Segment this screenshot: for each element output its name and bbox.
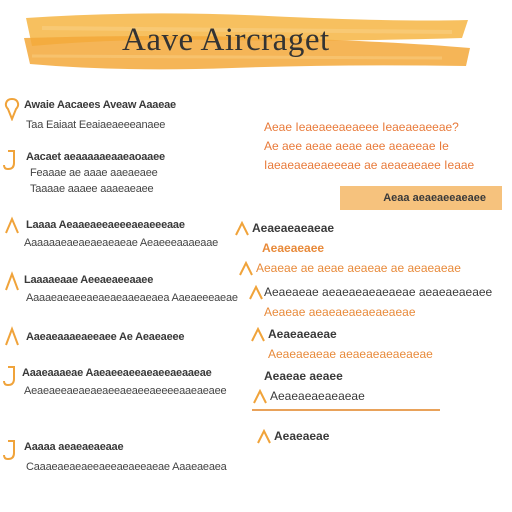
item-heading: Laaaaeaae Aeeaeaeeaaee	[24, 274, 154, 286]
item-heading: Aacaet aeaaaaaeaaeaoaaee	[26, 151, 165, 163]
hook-icon	[2, 363, 22, 387]
section-tab: Aeaa aeaeaeeaeaee	[340, 186, 502, 210]
right-text: Aeaeaeaeae	[268, 327, 337, 341]
arrow-icon	[2, 325, 22, 349]
arrow-icon	[234, 221, 250, 237]
item-text: Taa Eaiaat Eeaiaeaeeeanaee	[26, 119, 166, 131]
arrow-icon	[250, 327, 266, 343]
arrow-icon	[248, 285, 264, 301]
arrow-icon	[2, 215, 22, 239]
hook-icon	[2, 437, 22, 461]
item-text: Caaaeaeaeaeeaeeaeaeeaeae Aaaeaeaea	[26, 461, 227, 473]
item-heading: Aaeaeaaaeaeeaee Ae Aeaeaeee	[26, 331, 185, 343]
item-text: Aaaaeaeaeeaeaeaeaaeaeaea Aaeaeeeaeae	[26, 292, 238, 304]
callout-line: Iaeaeaeaeaeeeae ae aeaeaeaee Ieaae	[264, 158, 475, 172]
callout-text	[264, 118, 500, 175]
right-text: Aeaeae aeaee	[264, 369, 343, 383]
hook-icon	[2, 147, 22, 171]
item-heading: Aaaaa aeaeaeaeaae	[24, 441, 124, 453]
right-heading: Aeaeaeaeaeae	[252, 221, 335, 235]
right-subtext: Aeaeaeaeaeaeae	[270, 389, 365, 403]
right-subtext: Aeaeae aeaeaeaeaeaeaeae	[264, 305, 416, 319]
arrow-icon	[2, 270, 22, 294]
divider	[252, 409, 440, 411]
right-subheading: Aeaeaeaee	[262, 241, 325, 255]
right-text: Aeaeaeae aeaeaeaeaeaeae aeaeaeaeaee	[264, 285, 493, 299]
page-title: Aave Aircraget	[122, 22, 330, 58]
arrow-icon	[252, 389, 268, 405]
callout-line: Ae aee aeae aeae aee aeaeeae Ie	[264, 139, 449, 153]
arrow-icon	[238, 261, 254, 277]
right-text: Aeaeaeae	[274, 429, 330, 443]
item-heading: Laaaa Aeaaeaeeaeeeaeaeeeaae	[26, 219, 185, 231]
item-text: Aeaeaeeaeaeaeaeeaeaeeaeeeeaaeaeaee	[24, 385, 227, 397]
title-banner	[22, 8, 470, 70]
item-text: Feaaae ae aaae aaeaeaee	[30, 167, 158, 179]
arrow-icon	[256, 429, 272, 445]
item-text: Taaaae aaaee aaaeaeaee	[30, 183, 154, 195]
right-subtext: Aeaeaeaeae aeaeaeaeaeaeae	[268, 347, 433, 361]
item-heading: Awaie Aacaees Aveaw Aaaeae	[24, 99, 176, 111]
pin-icon	[2, 97, 22, 121]
right-text: Aeaeae ae aeae aeaeae ae aeaeaeae	[256, 261, 461, 275]
callout-line: Aeae Ieaeaeeaeaeee Ieaeaeaeeae?	[264, 120, 459, 134]
item-heading: Aaaeaaaeae Aaeaeeaeeaeaeeaeaaeae	[22, 367, 212, 379]
item-text: Aaaaaaeaeaeaeaeaeae Aeaeeeaaaeaae	[24, 237, 219, 249]
